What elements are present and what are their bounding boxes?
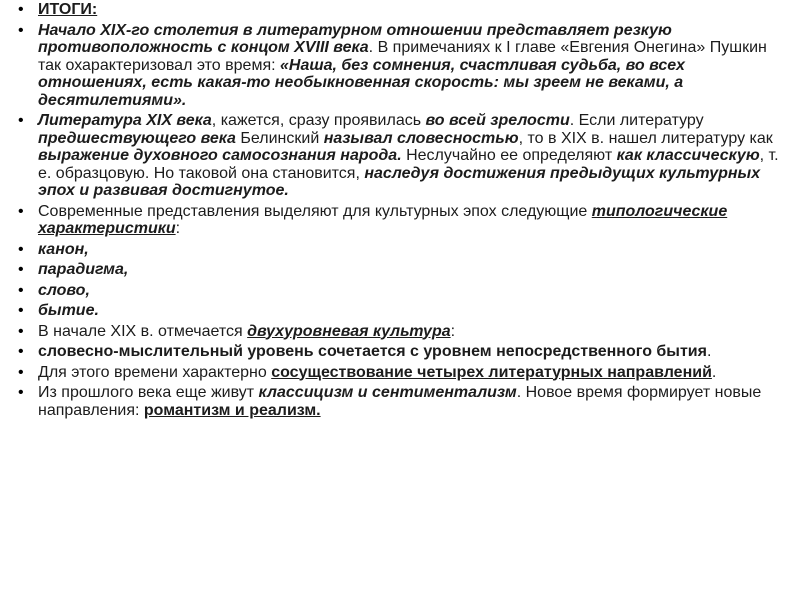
bullet-text-segment: , то в XIX в. нашел литературу как [518,129,773,147]
bullet-text-segment: бытие. [38,302,99,319]
bullet-text-segment: сосуществование четырех литературных направлений [271,363,712,381]
bullet-item [14,343,786,361]
bullet-text-segment: предшествующего века [38,129,236,147]
bullet-text-segment: Из прошлого века еще живут [38,384,259,401]
bullet-item [14,22,786,110]
bullet-text-segment: словесно-мыслительный уровень сочетается с уровнем непосредственного бытия [38,343,707,360]
bullet-text-segment: типологические характеристики [38,202,728,237]
bullet-item [14,282,786,300]
bullet-item [14,364,786,382]
bullet-text-segment: романтизм и реализм. [143,401,321,419]
bullet-item [14,112,786,200]
bullet-text-segment: Для этого времени характерно [38,363,272,381]
bullet-text-segment: . [706,343,712,360]
bullet-text-segment: канон, [38,240,89,258]
bullet-text-segment: выражение духовного самосознания народа. [38,147,402,164]
bullet-text-segment: как классическую [616,147,760,164]
bullet-text-segment: В начале XIX в. отмечается [38,322,248,340]
bullet-text-segment: слово, [38,281,90,299]
bullet-text-segment: Неслучайно ее определяют [401,147,617,164]
bullet-text-segment: наследуя достижения предыдущих культурных эпох и развивая достигнутое. [38,164,761,199]
bullet-text-segment: , т. е. образцовую. Но таковой она становится, [38,147,779,182]
bullet-text-segment: Современные представления выделяют для культурных эпох следующие [38,202,592,220]
bullet-text-segment: ИТОГИ: [38,1,98,18]
bullet-text-segment: . Новое время формирует новые направления: [38,384,762,419]
bullet-list [14,1,786,419]
bullet-text-segment: двухуровневая культура [247,322,451,340]
bullet-text-segment: Литература XIX века [38,112,212,129]
bullet-item [14,203,786,238]
bullet-text-segment: классицизм и сентиментализм [258,384,517,401]
bullet-item [14,261,786,279]
bullet-text-segment: во всей зрелости [425,112,570,129]
bullet-text-segment: , кажется, сразу проявилась [211,112,426,129]
bullet-item [14,1,786,19]
bullet-text-segment: . [711,363,717,381]
bullet-text-segment: . В примечаниях к I главе «Евгения Онегина» Пушкин так охарактеризовал это время: [38,39,767,74]
bullet-item [14,323,786,341]
bullet-text-segment: называл словесностью [323,129,519,147]
bullet-text-segment: : [175,220,181,237]
bullet-text-segment: Начало XIX-го столетия в литературном отношении представляет резкую противоположность с концом XVIII века [38,21,672,56]
bullet-text-segment: : [450,322,456,340]
bullet-text-segment: . Если литературу [569,112,704,129]
bullet-item [14,384,786,419]
bullet-text-segment: парадигма, [38,261,129,278]
bullet-item [14,302,786,320]
bullet-item [14,241,786,259]
bullet-text-segment: Белинский [235,129,324,147]
bullet-text-segment: «Наша, без сомнения, счастливая судьба, во всех отношениях, есть какая-то необыкновенная скорость: мы зреем не веками, а десятилетиями». [38,56,685,109]
